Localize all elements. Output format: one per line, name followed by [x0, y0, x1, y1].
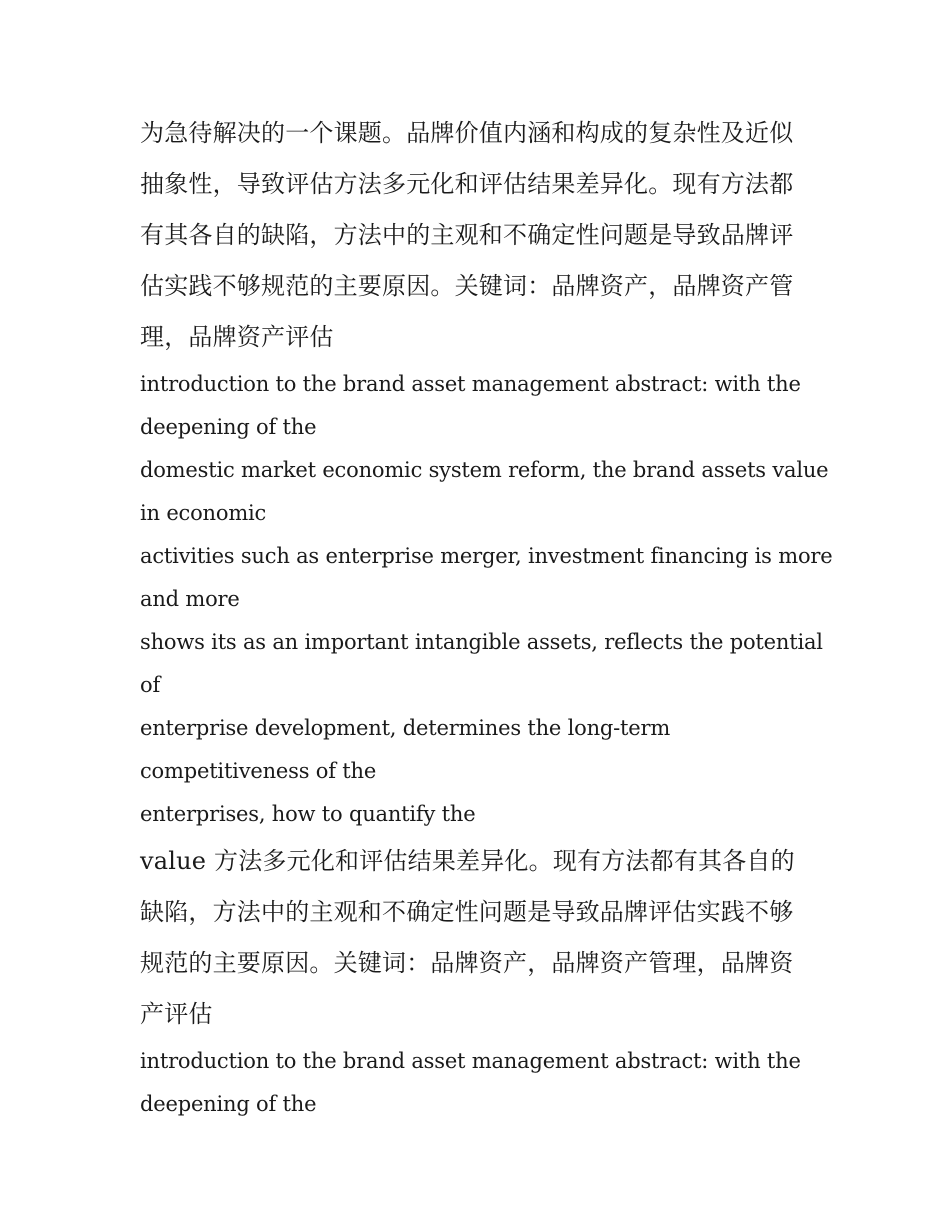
text-line: 抽象性，导致评估方法多元化和评估结果差异化。现有方法都: [140, 170, 794, 198]
text-line: in economic: [140, 501, 267, 525]
text-line: introduction to the brand asset management abstract: with the: [140, 372, 801, 396]
text-line: and more: [140, 587, 240, 611]
text-line: domestic market economic system reform, the brand assets value: [140, 458, 829, 482]
text-line: 估实践不够规范的主要原因。关键词：品牌资产，品牌资产管: [140, 272, 794, 300]
document-body: [140, 108, 833, 1126]
text-line: 产评估: [140, 1000, 213, 1028]
text-line: activities such as enterprise merger, investment financing is more: [140, 544, 833, 568]
text-line: deepening of the: [140, 1092, 317, 1116]
text-line: 为急待解决的一个课题。品牌价值内涵和构成的复杂性及近似: [140, 119, 794, 147]
text-line: shows its as an important intangible assets, reflects the potential: [140, 630, 823, 654]
text-line: 理，品牌资产评估: [140, 323, 334, 351]
text-line: deepening of the: [140, 415, 317, 439]
text-line: 有其各自的缺陷，方法中的主观和不确定性问题是导致品牌评: [140, 221, 794, 249]
text-line: introduction to the brand asset management abstract: with the: [140, 1049, 801, 1073]
text-line: enterprise development, determines the long-term: [140, 716, 671, 740]
text-line: value 方法多元化和评估结果差异化。现有方法都有其各自的: [140, 847, 795, 875]
text-line: enterprises, how to quantify the: [140, 802, 476, 826]
text-line: competitiveness of the: [140, 759, 377, 783]
text-line: 缺陷，方法中的主观和不确定性问题是导致品牌评估实践不够: [140, 898, 794, 926]
text-line: of: [140, 673, 161, 697]
text-line: 规范的主要原因。关键词：品牌资产，品牌资产管理，品牌资: [140, 949, 794, 977]
